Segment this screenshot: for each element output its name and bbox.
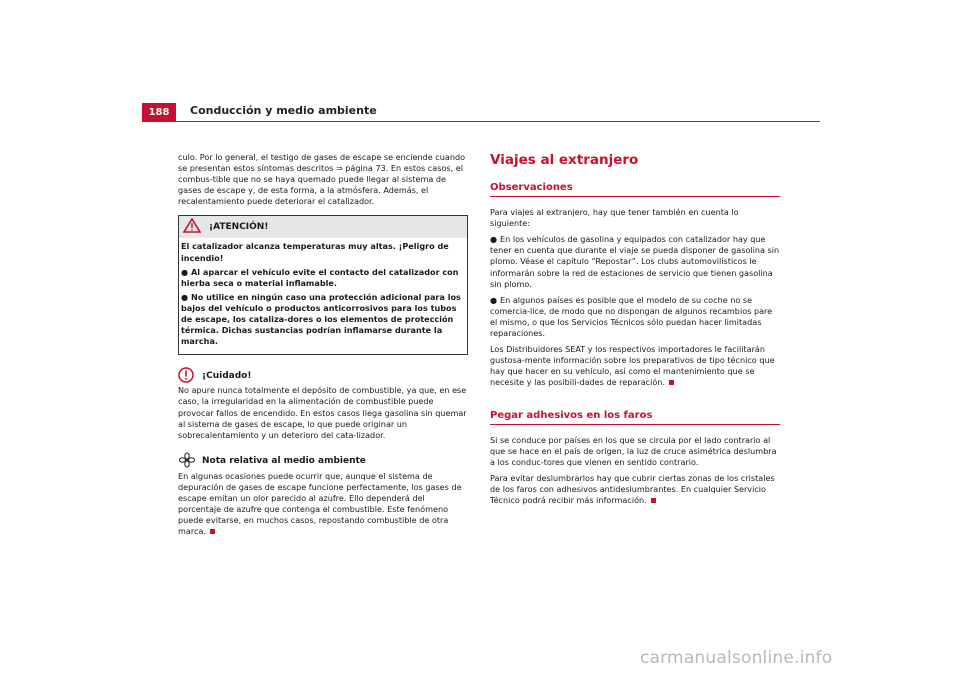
environment-paragraph bbox=[178, 471, 468, 538]
environment-title: Nota relativa al medio ambiente bbox=[202, 456, 366, 467]
caution-header bbox=[178, 367, 468, 385]
end-square-icon bbox=[669, 380, 674, 385]
left-column bbox=[178, 152, 468, 542]
observations-bullet-item bbox=[490, 295, 780, 339]
warning-bullet-item bbox=[181, 267, 465, 289]
warning-triangle-icon bbox=[183, 218, 201, 236]
headlights-paragraph: Si se conduce por países en los que se circula por el lado contrario al que se hace en el país de origen, la luz de cruce asimétrica deslumbra a los conduc-tores que vienen en sentido contrario. bbox=[490, 434, 777, 467]
observations-paragraph bbox=[490, 344, 780, 388]
section-spacer bbox=[490, 394, 780, 410]
right-column bbox=[490, 152, 780, 511]
header-rule bbox=[142, 121, 820, 122]
environment-header bbox=[178, 453, 468, 471]
page-title: Conducción y medio ambiente bbox=[190, 104, 377, 117]
bullet-icon: ● bbox=[181, 266, 189, 277]
warning-body bbox=[179, 238, 467, 354]
subsection-title: Pegar adhesivos en los faros bbox=[490, 410, 780, 425]
warning-bullet-item bbox=[181, 292, 465, 347]
page-number: 188 bbox=[148, 106, 170, 118]
observations-intro: Para viajes al extranjero, hay que tener también en cuenta lo siguiente: bbox=[490, 207, 739, 229]
observations-bullet-item bbox=[490, 234, 780, 289]
end-square-icon bbox=[210, 529, 215, 534]
bullet-icon: ● bbox=[181, 291, 189, 302]
warning-header bbox=[179, 216, 467, 238]
headlights-paragraph bbox=[490, 473, 780, 506]
warning-box bbox=[178, 215, 468, 355]
environment-text: En algunas ocasiones puede ocurrir que, aunque el sistema de depuración de gases de escape funcione perfectamente, los gases de escape emitan un olor parecido al azufre. Ello dependerá del porcentaje de azufre que contenga el combustible. Este fenómeno puede evitarse, en muchos casos, repostando combustible de otra marca. bbox=[178, 470, 462, 537]
watermark: carmanualsonline.info bbox=[640, 648, 833, 668]
subsection-title: Observaciones bbox=[490, 182, 780, 197]
warning-bullet-text: No utilice en ningún caso una protección adicional para los bajos del vehículo o productos anticorrosivos para los tubos de escape, los cataliza-dores o los elementos de protección térmica. Dichas sustancias podrían inflamarse durante la marcha. bbox=[181, 291, 461, 347]
warning-title: ¡ATENCIÓN! bbox=[209, 221, 269, 232]
headlights-text: Para evitar deslumbrarlos hay que cubrir ciertas zonas de los cristales de los faros con adhesivos antideslumbrantes. En cualquier Servicio Técnico podrá recibir más información. bbox=[490, 472, 775, 506]
page-number-badge bbox=[142, 103, 176, 121]
observations-bullet-text: En los vehículos de gasolina y equipados con catalizador hay que tener en cuenta que durante el viaje se pueda disponer de gasolina sin plomo. Véase el capítulo “Repostar”. Los clubs automovilísticos le informarán sobre la red de estaciones de servicio que tienen gasolina sin plomo. bbox=[490, 234, 780, 289]
observations-bullet-text: En algunos países es posible que el modelo de su coche no se comercia-lice, de modo que no dispongan de algunos recambios pare el mismo, o que los Servicios Técnicos sólo puedan hacer limitadas reparaciones. bbox=[490, 294, 773, 339]
bullet-icon: ● bbox=[490, 234, 498, 245]
exclamation-circle-icon bbox=[178, 367, 194, 386]
bullet-icon: ● bbox=[490, 294, 498, 305]
warning-line: El catalizador alcanza temperaturas muy altas. ¡Peligro de incendio! bbox=[181, 241, 449, 263]
end-square-icon bbox=[651, 498, 656, 503]
warning-bullet-text: Al aparcar el vehículo evite el contacto del catalizador con hierba seca o material inflamable. bbox=[181, 266, 459, 288]
caution-text: No apure nunca totalmente el depósito de combustible, ya que, en ese caso, la irregularidad en la alimentación de combustible puede provocar fallos de encendido. En estos casos llega gasolina sin quemar al sistema de gases de escape, lo que puede originar un sobrecalentamiento y un deterioro del cata-lizador. bbox=[178, 385, 467, 440]
flower-icon bbox=[178, 452, 196, 471]
observations-text: Los Distribuidores SEAT y los respectivos importadores le facilitarán gustosa-mente información sobre los preparativos de tipo técnico que hay que hacer en su vehículo, así como el mantenimiento que se necesite y las posibili-dades de reparación. bbox=[490, 344, 775, 388]
section-heading: Viajes al extranjero bbox=[490, 152, 639, 168]
caution-title: ¡Cuidado! bbox=[202, 370, 252, 381]
intro-paragraph: culo. Por lo general, el testigo de gases de escape se enciende cuando se presentan estos síntomas descritos ⇒ página 73. En estos casos, el combus-tible que no se haya quemado puede llegar al sistema de gases de escape y, de esta forma, a la atmósfera. Además, el recalentamiento puede deteriorar el catalizador. bbox=[178, 152, 466, 207]
